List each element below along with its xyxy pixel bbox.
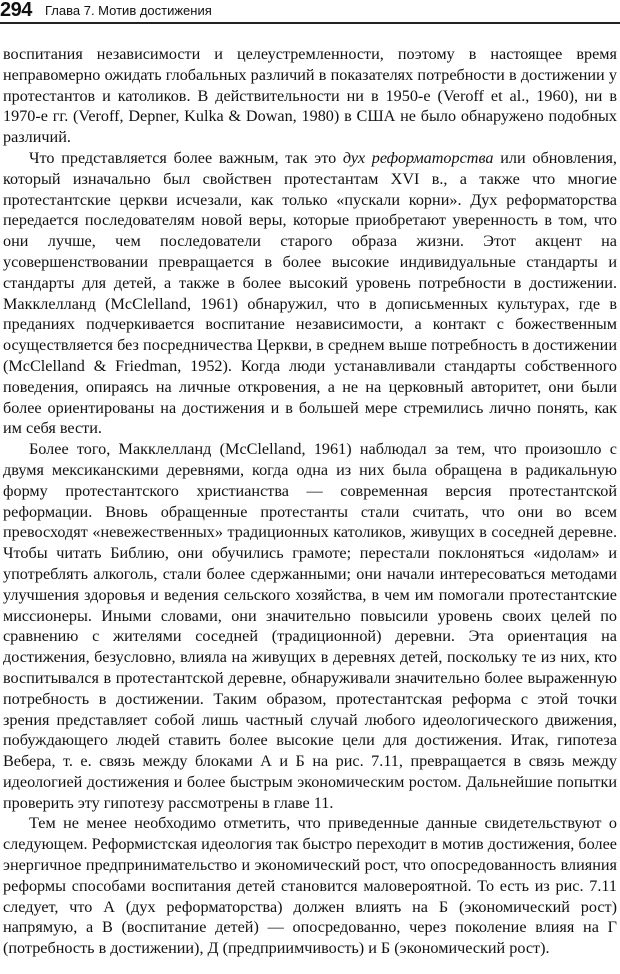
running-head: Глава 7. Мотив достижения (45, 3, 212, 18)
page-header (0, 0, 620, 24)
body-text (3, 44, 617, 959)
paragraph-2 (3, 148, 617, 439)
page-number: 294 (0, 0, 32, 21)
paragraph-4: Тем не менее необходимо отметить, что приведенные данные свидетельствуют о следующем. Реформистская идеология так быстро переходит в мотив достижения, более энергичное предпринимательство и экономический рост, что опосредованность влияния реформы способами воспитания детей становится маловероятной. То есть из рис. 7.11 следует, что А (дух реформаторства) должен влиять на Б (экономический рост) напрямую, а В (воспитание детей) — опосредованно, через поколение влияя на Г (потребность в достижении), Д (предприимчивость) и Б (экономический рост). (3, 814, 617, 958)
paragraph-1: воспитания независимости и целеустремленности, поэтому в настоящее время неправомерно ожидать глобальных различий в показателях потребности в достижении у протестантов и католиков. В действительности ни в 1950-е (Veroff et al., 1960), ни в 1970-е гг. (Veroff, Depner, Kulka & Dowan, 1980) в США не было обнаружено подобных различий. (3, 45, 617, 147)
emphasis-reform-spirit: дух реформаторства (342, 148, 494, 167)
paragraph-2-rest: или обновления, который изначально был свойствен протестантам XVI в., а также что многие протестантские церкви исчезали, как только «пускали корни». Дух реформаторства передается последователям новой веры, которые приобретают уверенность в том, что они лучше, чем последователи старого образа жизни. Этот акцент на усовершенствовании превращается в более высокие индивидуальные стандарты и стандарты для детей, а также в более высокий уровень потребности в достижении. Макклелланд (McClelland, 1961) обнаружил, что в дописьменных культурах, где в преданиях подчеркивается воспитание независимости, а контакт с божественным осуществляется без посредничества Церкви, в среднем выше потребность в достижении (McClelland & Friedman, 1952). Когда люди устанавливали стандарты собственного поведения, опираясь на личные откровения, а не на церковный авторитет, они были более ориентированы на достижения и в большей мере стремились лично понять, как им себя вести. (3, 148, 617, 438)
paragraph-2-start: Что представляется более важным, так это (29, 148, 343, 167)
paragraph-3: Более того, Макклелланд (McClelland, 1961) наблюдал за тем, что произошло с двумя мексиканскими деревнями, когда одна из них была обращена в радикальную форму протестантского христианства — современная версия протестантской реформации. Вновь обращенные протестанты стали считать, что они во всем превосходят «невежественных» традиционных католиков, живущих в соседней деревне. Чтобы читать Библию, они обучились грамоте; перестали поклоняться «идолам» и употреблять алкоголь, стали более сдержанными; они начали интересоваться методами улучшения здоровья и ведения сельского хозяйства, в чем им помогали протестантские миссионеры. Иными словами, они значительно повысили уровень своих целей по сравнению с жителями соседней (традиционной) деревни. Эта ориентация на достижения, безусловно, влияла на живущих в деревнях детей, поскольку те из них, кто воспитывался в протестантской деревне, обнаруживали значительно более выраженную потребность в достижении. Таким образом, протестантская реформа с этой точки зрения представляет собой лишь частный случай любого идеологического движения, побуждающего людей ставить более высокие цели для достижения. Итак, гипотеза Вебера, т. е. связь между блоками А и Б на рис. 7.11, превращается в связь между идеологией достижения и более быстрым экономическим ростом. Дальнейшие попытки проверить эту гипотезу рассмотрены в главе 11. (3, 440, 617, 812)
